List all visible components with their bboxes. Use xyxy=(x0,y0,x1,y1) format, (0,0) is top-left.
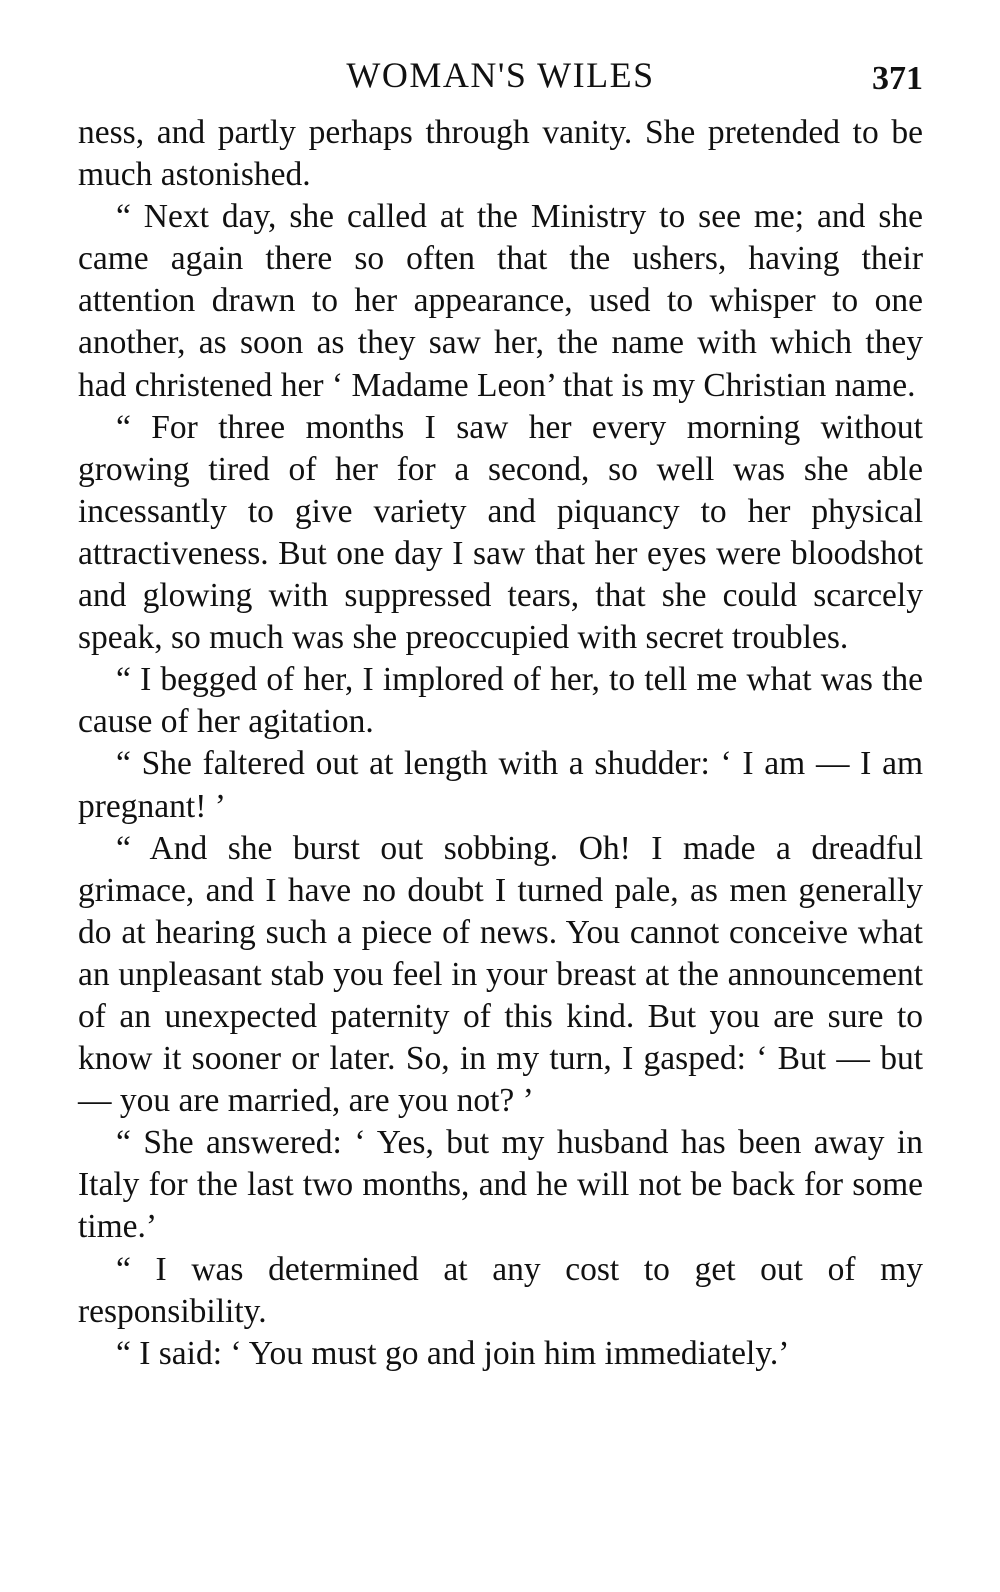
paragraph-continuation: ness, and partly perhaps through vanity. She pretended to be much astonished. xyxy=(78,114,923,194)
book-page xyxy=(78,50,923,1375)
page-number: 371 xyxy=(872,60,923,97)
body-text xyxy=(78,112,923,1375)
paragraph: “ I said: ‘ You must go and join him immediately.’ xyxy=(116,1334,790,1372)
paragraph: “ I begged of her, I implored of her, to tell me what was the cause of her agitation. xyxy=(78,661,923,741)
paragraph: “ She answered: ‘ Yes, but my husband has been away in Italy for the last two months, and he will not be back for some time.’ xyxy=(78,1124,923,1246)
paragraph: “ And she burst out sobbing. Oh! I made a dreadful grimace, and I have no doubt I turned pale, as men generally do at hearing such a piece of news. You cannot conceive what an unpleasant stab you feel in your breast at the announcement of an unexpected paternity of this kind. But you are sure to know it sooner or later. So, in my turn, I gasped: ‘ But — but — you are married, are you not? ’ xyxy=(78,829,923,1120)
paragraph: “ For three months I saw her every morning without growing tired of her for a second, so well was she able incessantly to give variety and piquancy to her physical attractiveness. But one day I saw that her eyes were bloodshot and glowing with suppressed tears, that she could scarcely speak, so much was she preoccupied with secret troubles. xyxy=(78,408,923,657)
running-title: WOMAN'S WILES xyxy=(346,55,655,95)
paragraph: “ She faltered out at length with a shudder: ‘ I am — I am pregnant! ’ xyxy=(78,745,923,825)
paragraph: “ Next day, she called at the Ministry to see me; and she came again there so often that the ushers, having their attention drawn to her appearance, used to whisper to one another, as soon as they saw her, the name with which they had christened her ‘ Madame Leon’ that is my Christian name. xyxy=(78,198,923,404)
paragraph: “ I was determined at any cost to get out of my responsibility. xyxy=(78,1250,923,1330)
page-header xyxy=(78,50,923,112)
